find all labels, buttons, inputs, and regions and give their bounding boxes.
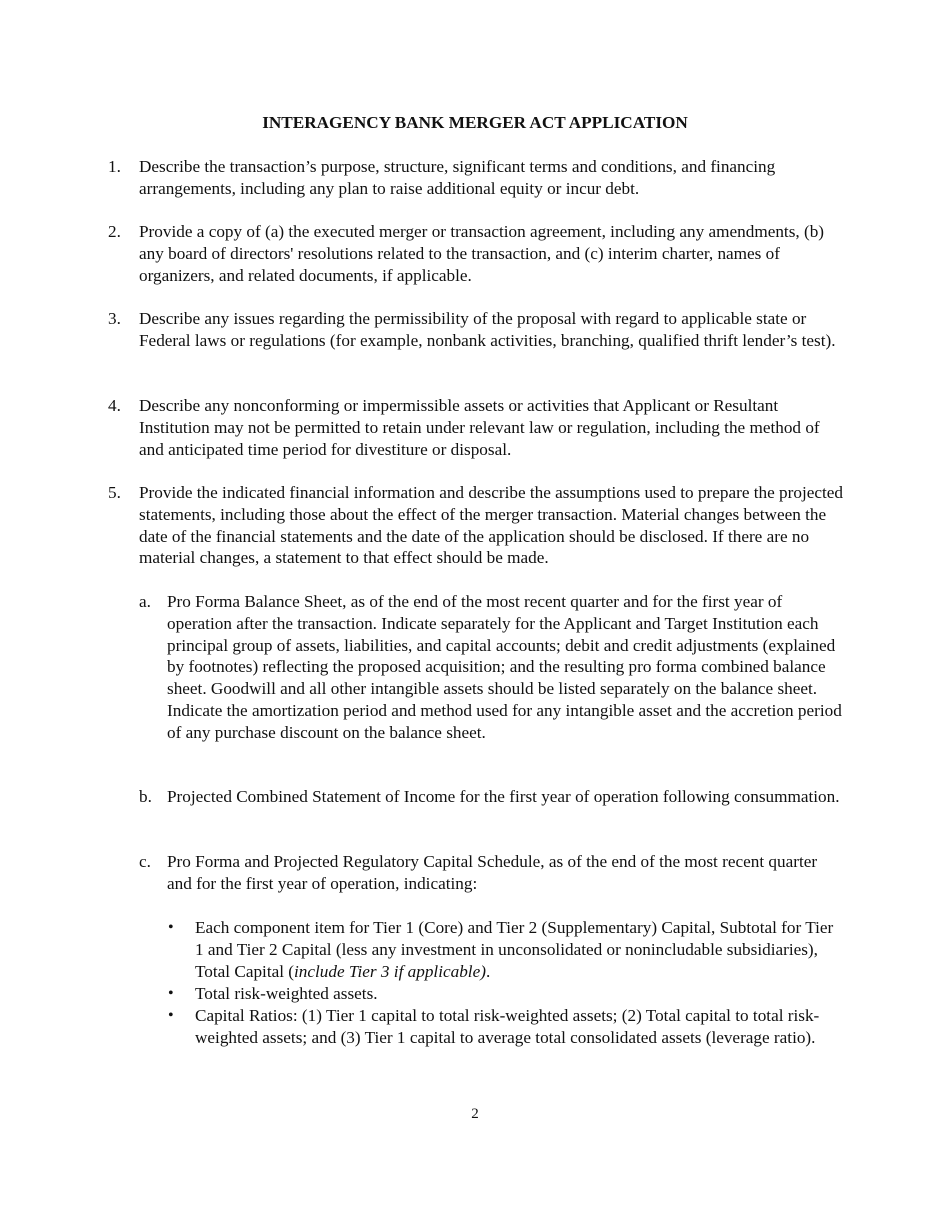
- sub-list-item: [139, 786, 843, 808]
- italic-note: include Tier 3 if applicable): [294, 961, 486, 981]
- sub-item-letter: b.: [139, 787, 152, 806]
- sub-item-text: Pro Forma and Projected Regulatory Capital Schedule, as of the end of the most recent quarter and for the first year of operation, indicating:: [167, 852, 818, 893]
- sub-item-text: Pro Forma Balance Sheet, as of the end of the most recent quarter and for the first year of operation after the transaction. Indicate separately for the Applicant and Target Institution each principal group of assets, liabilities, and capital accounts; debit and credit adjustments (explained by footnotes) reflecting the proposed acquisition; and the resulting pro forma combined balance sheet. Goodwill and all other intangible assets should be listed separately on the balance sheet. Indicate the amortization period and method used for any intangible asset and the accretion period of any purchase discount on the balance sheet.: [167, 592, 842, 742]
- bullet-item: [168, 983, 843, 1005]
- list-item: [108, 482, 843, 569]
- list-item: [108, 395, 843, 460]
- list-item: [108, 221, 843, 286]
- item-number: 2.: [108, 222, 121, 241]
- bullet-item: [168, 917, 843, 982]
- item-text: Describe any issues regarding the permissibility of the proposal with regard to applicable state or Federal laws or regulations (for example, nonbank activities, branching, qualified thrift lender’s test).: [139, 309, 836, 350]
- bullet-icon: •: [168, 1007, 174, 1024]
- item-number: 4.: [108, 396, 121, 415]
- item-text: Describe any nonconforming or impermissible assets or activities that Applicant or Resultant Institution may not be permitted to retain under relevant law or regulation, including the method of and anticipated time period for divestiture or disposal.: [139, 396, 820, 459]
- bullet-text: Capital Ratios: (1) Tier 1 capital to total risk-weighted assets; (2) Total capital to total risk-weighted assets; and (3) Tier 1 capital to average total consolidated assets (leverage ratio).: [195, 1006, 820, 1047]
- bullet-text: Each component item for Tier 1 (Core) and Tier 2 (Supplementary) Capital, Subtotal for Tier 1 and Tier 2 Capital (less any investment in unconsolidated or nonincludable subsidiaries), Total Capital (include Tier 3 if applicable).: [195, 918, 834, 981]
- item-number: 5.: [108, 483, 121, 502]
- page-number: 2: [471, 1106, 479, 1122]
- bullet-text: Total risk-weighted assets.: [195, 984, 378, 1003]
- list-item: [108, 156, 843, 200]
- sub-list-item: [139, 851, 843, 895]
- item-text: Provide a copy of (a) the executed merger or transaction agreement, including any amendments, (b) any board of directors' resolutions related to the transaction, and (c) interim charter, names of organizers, and related documents, if applicable.: [139, 222, 825, 285]
- item-number: 1.: [108, 157, 121, 176]
- bullet-icon: •: [168, 919, 174, 936]
- bullet-item: [168, 1005, 843, 1049]
- item-text: Provide the indicated financial information and describe the assumptions used to prepare the projected statements, including those about the effect of the merger transaction. Material changes between the date of the financial statements and the date of the application should be disclosed. If there are no material changes, a statement to that effect should be made.: [139, 483, 843, 568]
- page-title: INTERAGENCY BANK MERGER ACT APPLICATION: [262, 113, 688, 132]
- bullet-icon: •: [168, 985, 174, 1002]
- item-number: 3.: [108, 309, 121, 328]
- sub-list-item: [139, 591, 843, 744]
- sub-item-letter: c.: [139, 852, 151, 871]
- item-text: Describe the transaction’s purpose, structure, significant terms and conditions, and financing arrangements, including any plan to raise additional equity or incur debt.: [139, 157, 776, 198]
- sub-item-text: Projected Combined Statement of Income for the first year of operation following consummation.: [167, 787, 840, 806]
- list-item: [108, 308, 843, 352]
- sub-item-letter: a.: [139, 592, 151, 611]
